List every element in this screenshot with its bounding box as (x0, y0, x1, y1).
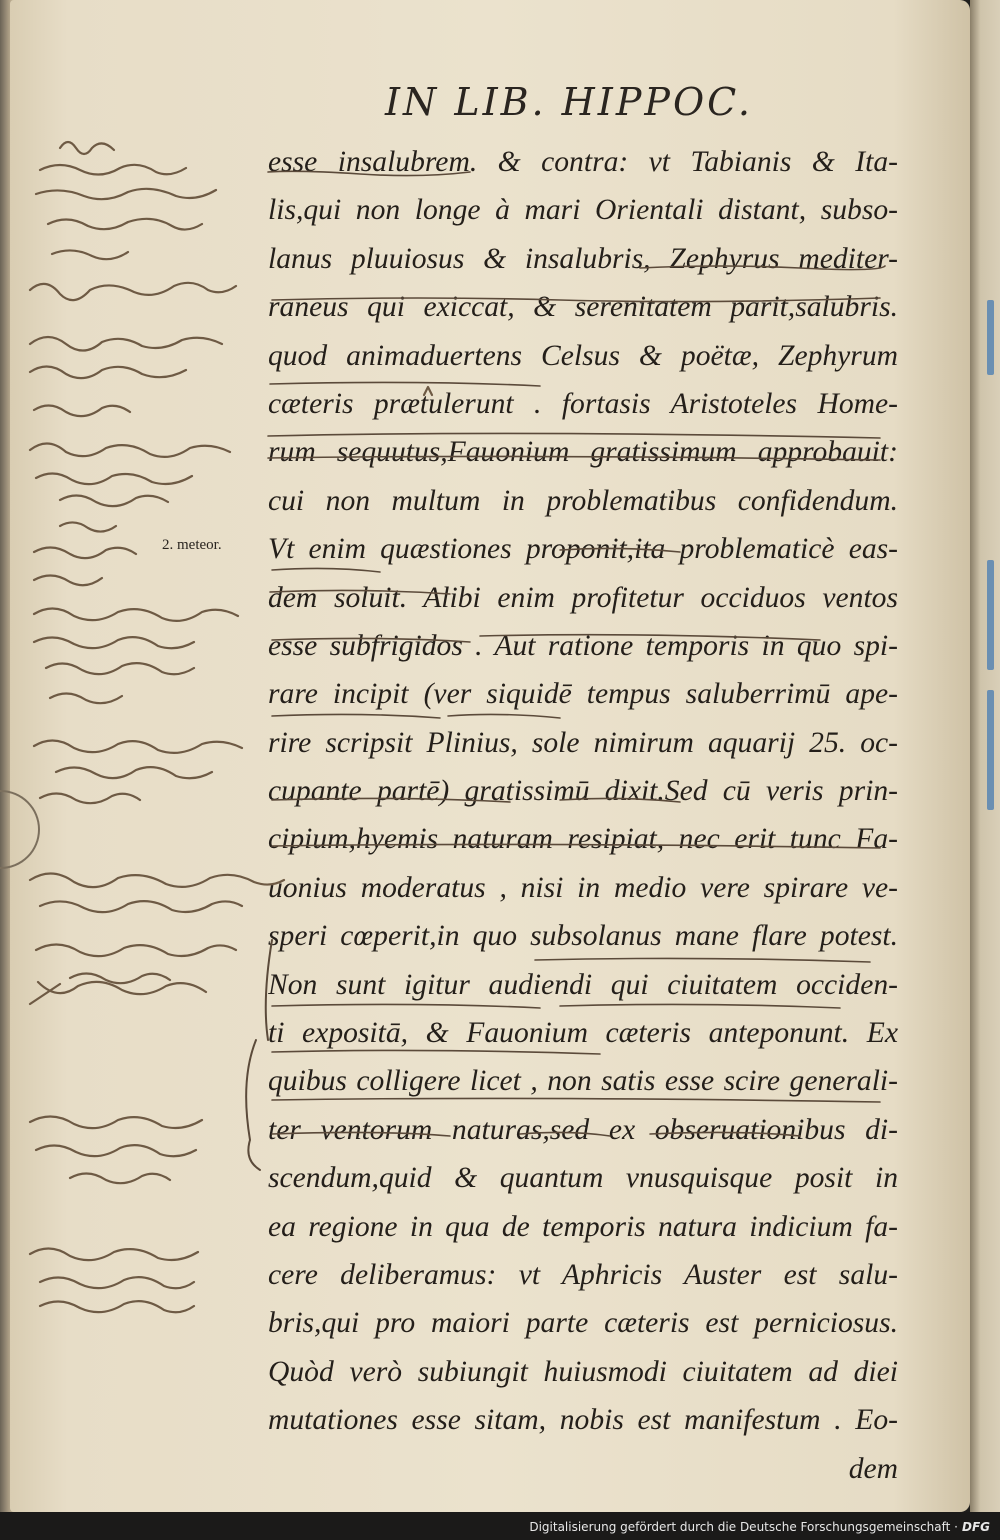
catchword: dem (848, 1452, 898, 1485)
text-line: quod animaduertens Celsus & poëtæ, Zephyrum (268, 339, 898, 372)
running-head: IN LIB. HIPPOC. (385, 80, 753, 124)
text-line: cui non multum in problematibus confidendum. (268, 484, 898, 517)
body-text (268, 138, 898, 1493)
text-line: bris,qui pro maiori parte cæteris est perniciosus. (268, 1307, 898, 1340)
text-line: raneus qui exiccat, & serenitatem parit,salubris. (268, 291, 898, 324)
text-line: cæteris prætulerunt . fortasis Aristoteles Home- (268, 387, 898, 420)
digitization-credit (529, 1520, 990, 1534)
text-line: esse insalubrem. & contra: vt Tabianis & Ita- (268, 146, 898, 178)
printed-margin-note: 2. meteor. (162, 537, 222, 553)
dfg-logo: DFG (961, 1520, 990, 1534)
right-page-edge (970, 0, 1000, 1512)
text-line: scendum,quid & quantum vnusquisque posit in (268, 1162, 898, 1195)
text-line: rire scripsit Plinius, sole nimirum aquarij 25. oc- (268, 726, 898, 759)
text-line: mutationes esse sitam, nobis est manifestum . Eo- (268, 1404, 898, 1437)
text-line: cipium,hyemis naturam resipiat, nec erit tunc Fa- (268, 823, 898, 856)
text-line: Quòd verò subiungit huiusmodi ciuitatem ad diei (268, 1355, 898, 1388)
color-bar (987, 300, 994, 375)
text-line: speri cœperit,in quo subsolanus mane flare potest. (268, 920, 898, 953)
color-bar (987, 560, 994, 670)
text-line: rare incipit (ver siquidē tempus saluberrimū ape- (268, 678, 898, 711)
text-line: cere deliberamus: vt Aphricis Auster est salu- (268, 1258, 898, 1291)
text-line: dem soluit. Alibi enim profitetur occiduos ventos (268, 581, 898, 614)
text-line: lanus pluuiosus & insalubris, Zephyrus mediter- (268, 242, 898, 275)
footer-bar (0, 1512, 1000, 1540)
text-line: uonius moderatus , nisi in medio vere spirare ve- (268, 871, 898, 904)
text-line: lis,qui non longe à mari Orientali distant, subso- (268, 194, 898, 227)
text-line: cupante partē) gratissimū dixit.Sed cū veris prin- (268, 775, 898, 808)
text-line: Vt enim quæstiones proponit,ita problematicè eas- (268, 533, 898, 566)
text-line: ti expositā, & Fauonium cæteris anteponunt. Ex (268, 1017, 898, 1050)
text-line: quibus colligere licet , non satis esse scire generali- (268, 1065, 898, 1098)
text-line: Non sunt igitur audiendi qui ciuitatem occiden- (268, 968, 898, 1001)
text-line: rum sequutus,Fauonium gratissimum approbauit: (268, 436, 898, 469)
color-bar (987, 690, 994, 810)
credit-text: Digitalisierung gefördert durch die Deutsche Forschungsgemeinschaft · (529, 1520, 958, 1534)
text-line: ea regione in qua de temporis natura indicium fa- (268, 1210, 898, 1243)
text-line: ter ventorum naturas,sed ex obseruationibus di- (268, 1113, 898, 1146)
text-line: esse subfrigidos . Aut ratione temporis in quo spi- (268, 629, 898, 662)
